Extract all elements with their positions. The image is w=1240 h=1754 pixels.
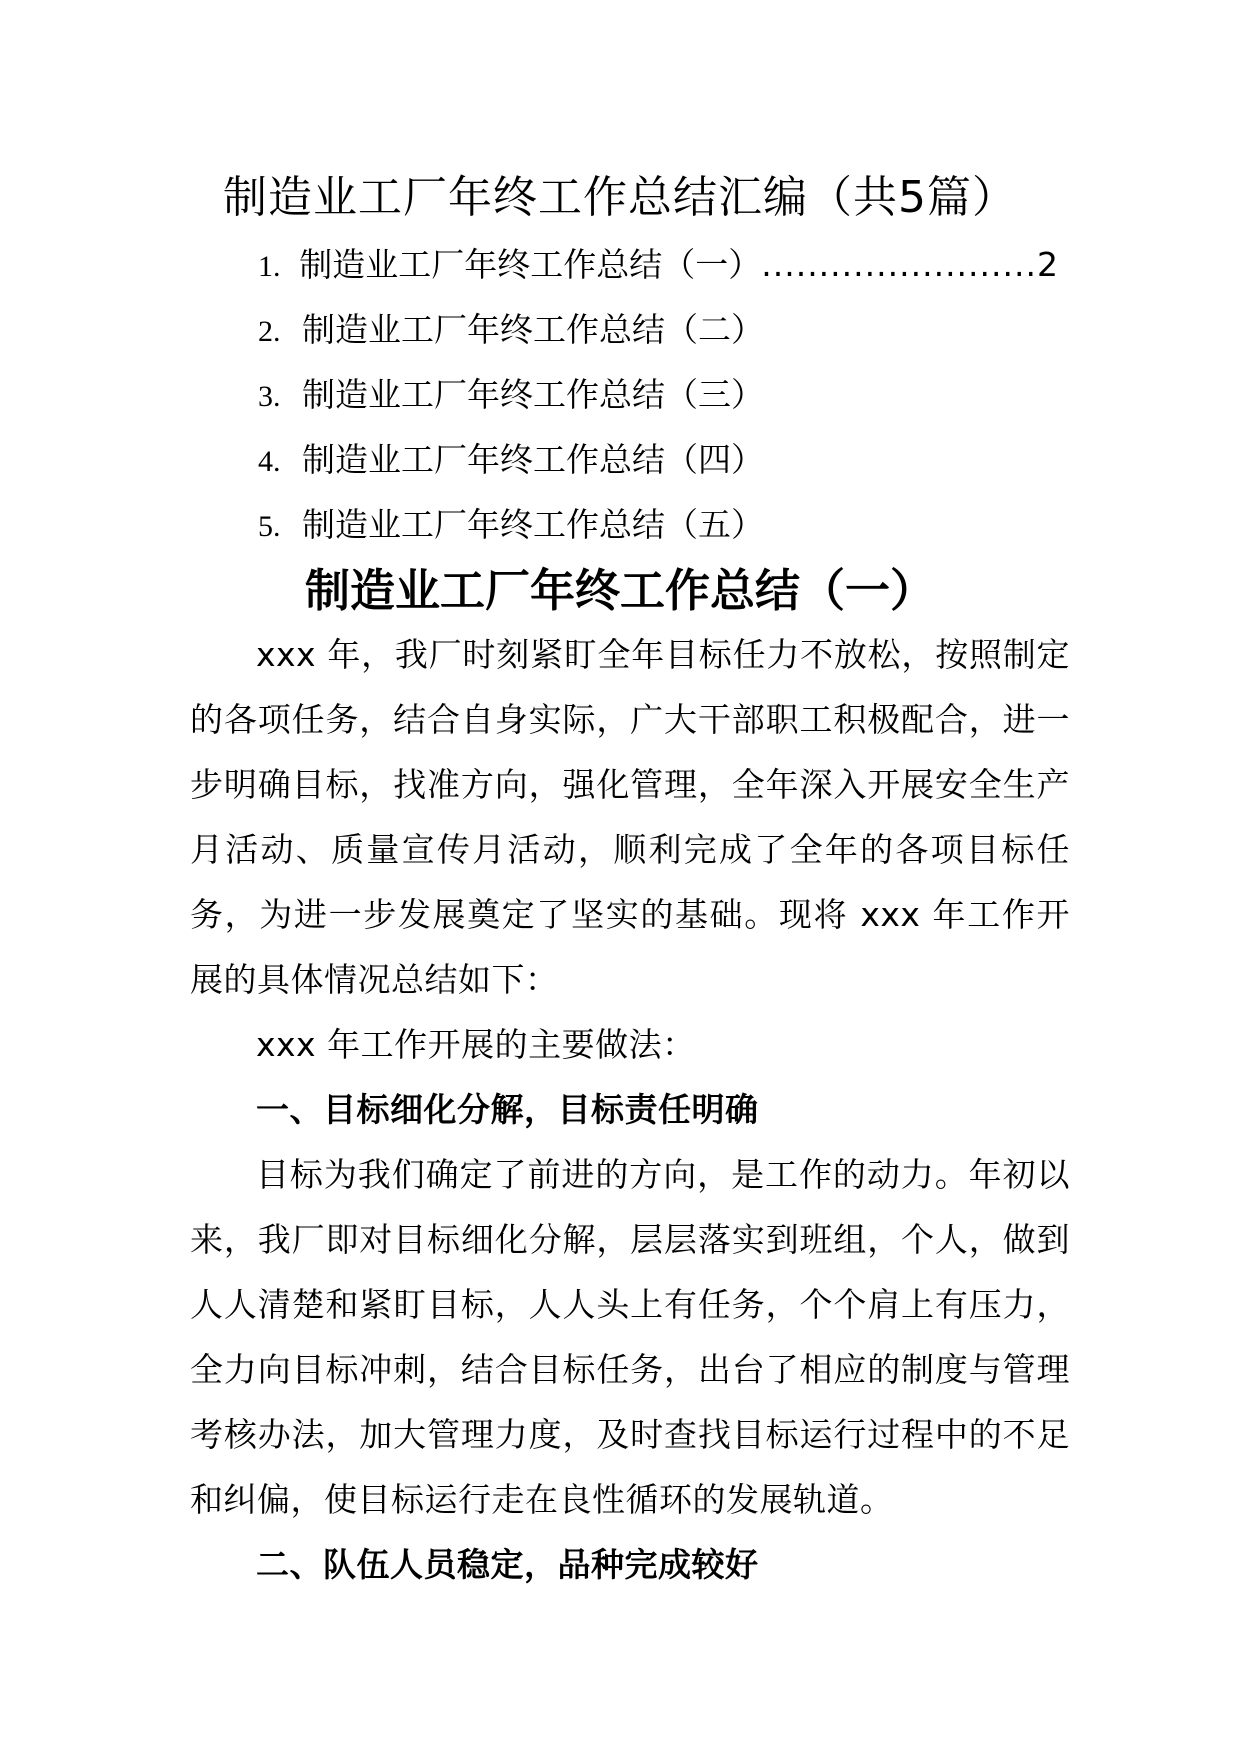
document-title: 制造业工厂年终工作总结汇编（共5篇） [223,172,1017,223]
toc-entry-4[interactable] [258,431,1058,496]
toc-entry-text: 制造业工厂年终工作总结（二） [302,310,764,349]
toc-entry-number: 5. [258,510,281,543]
toc-entry-text: 制造业工厂年终工作总结（三） [302,375,764,414]
section-heading: 二、队伍人员稳定，品种完成较好 [256,1545,759,1584]
body-paragraph: 目标为我们确定了前进的方向，是工作的动力。年初以来，我厂即对目标细化分解，层层落实到班组，个人，做到人人清楚和紧盯目标，人人头上有任务，个个肩上有压力，全力向目标冲刺，结合目标任务，出台了相应的制度与管理考核办法，加大管理力度，及时查找目标运行过程中的不足和纠偏，使目标运行走在良性循环的发展轨道。 [190,1155,1070,1519]
toc-entry-number: 1. [258,250,281,283]
toc-entry-1[interactable] [258,236,1058,301]
document-body [190,622,1070,1597]
toc-entry-5[interactable] [258,496,1058,561]
toc-entry-text: 制造业工厂年终工作总结（五） [302,505,764,544]
section-title: 制造业工厂年终工作总结（一） [304,564,935,617]
toc-entry-number: 4. [258,445,281,478]
toc-entry-3[interactable] [258,366,1058,431]
table-of-contents [258,236,1058,561]
toc-entry-text: 制造业工厂年终工作总结（一） [299,245,762,284]
toc-entry-page: 2 [1037,245,1058,284]
toc-entry-number: 3. [258,380,281,413]
section-heading: 一、目标细化分解，目标责任明确 [256,1090,759,1129]
toc-entry-2[interactable] [258,301,1058,366]
toc-entry-text: 制造业工厂年终工作总结（四） [302,440,764,479]
toc-entry-leader: ........................ [761,245,1037,284]
body-paragraph: xxx 年工作开展的主要做法： [256,1025,696,1064]
body-paragraph: xxx 年，我厂时刻紧盯全年目标任力不放松，按照制定的各项任务，结合自身实际，广大干部职工积极配合，进一步明确目标，找准方向，强化管理，全年深入开展安全生产月活动、质量宣传月活动，顺利完成了全年的各项目标任务，为进一步发展奠定了坚实的基础。现将 xxx 年工作开展的具体情况总结如下： [190,635,1070,999]
toc-entry-number: 2. [258,315,281,348]
